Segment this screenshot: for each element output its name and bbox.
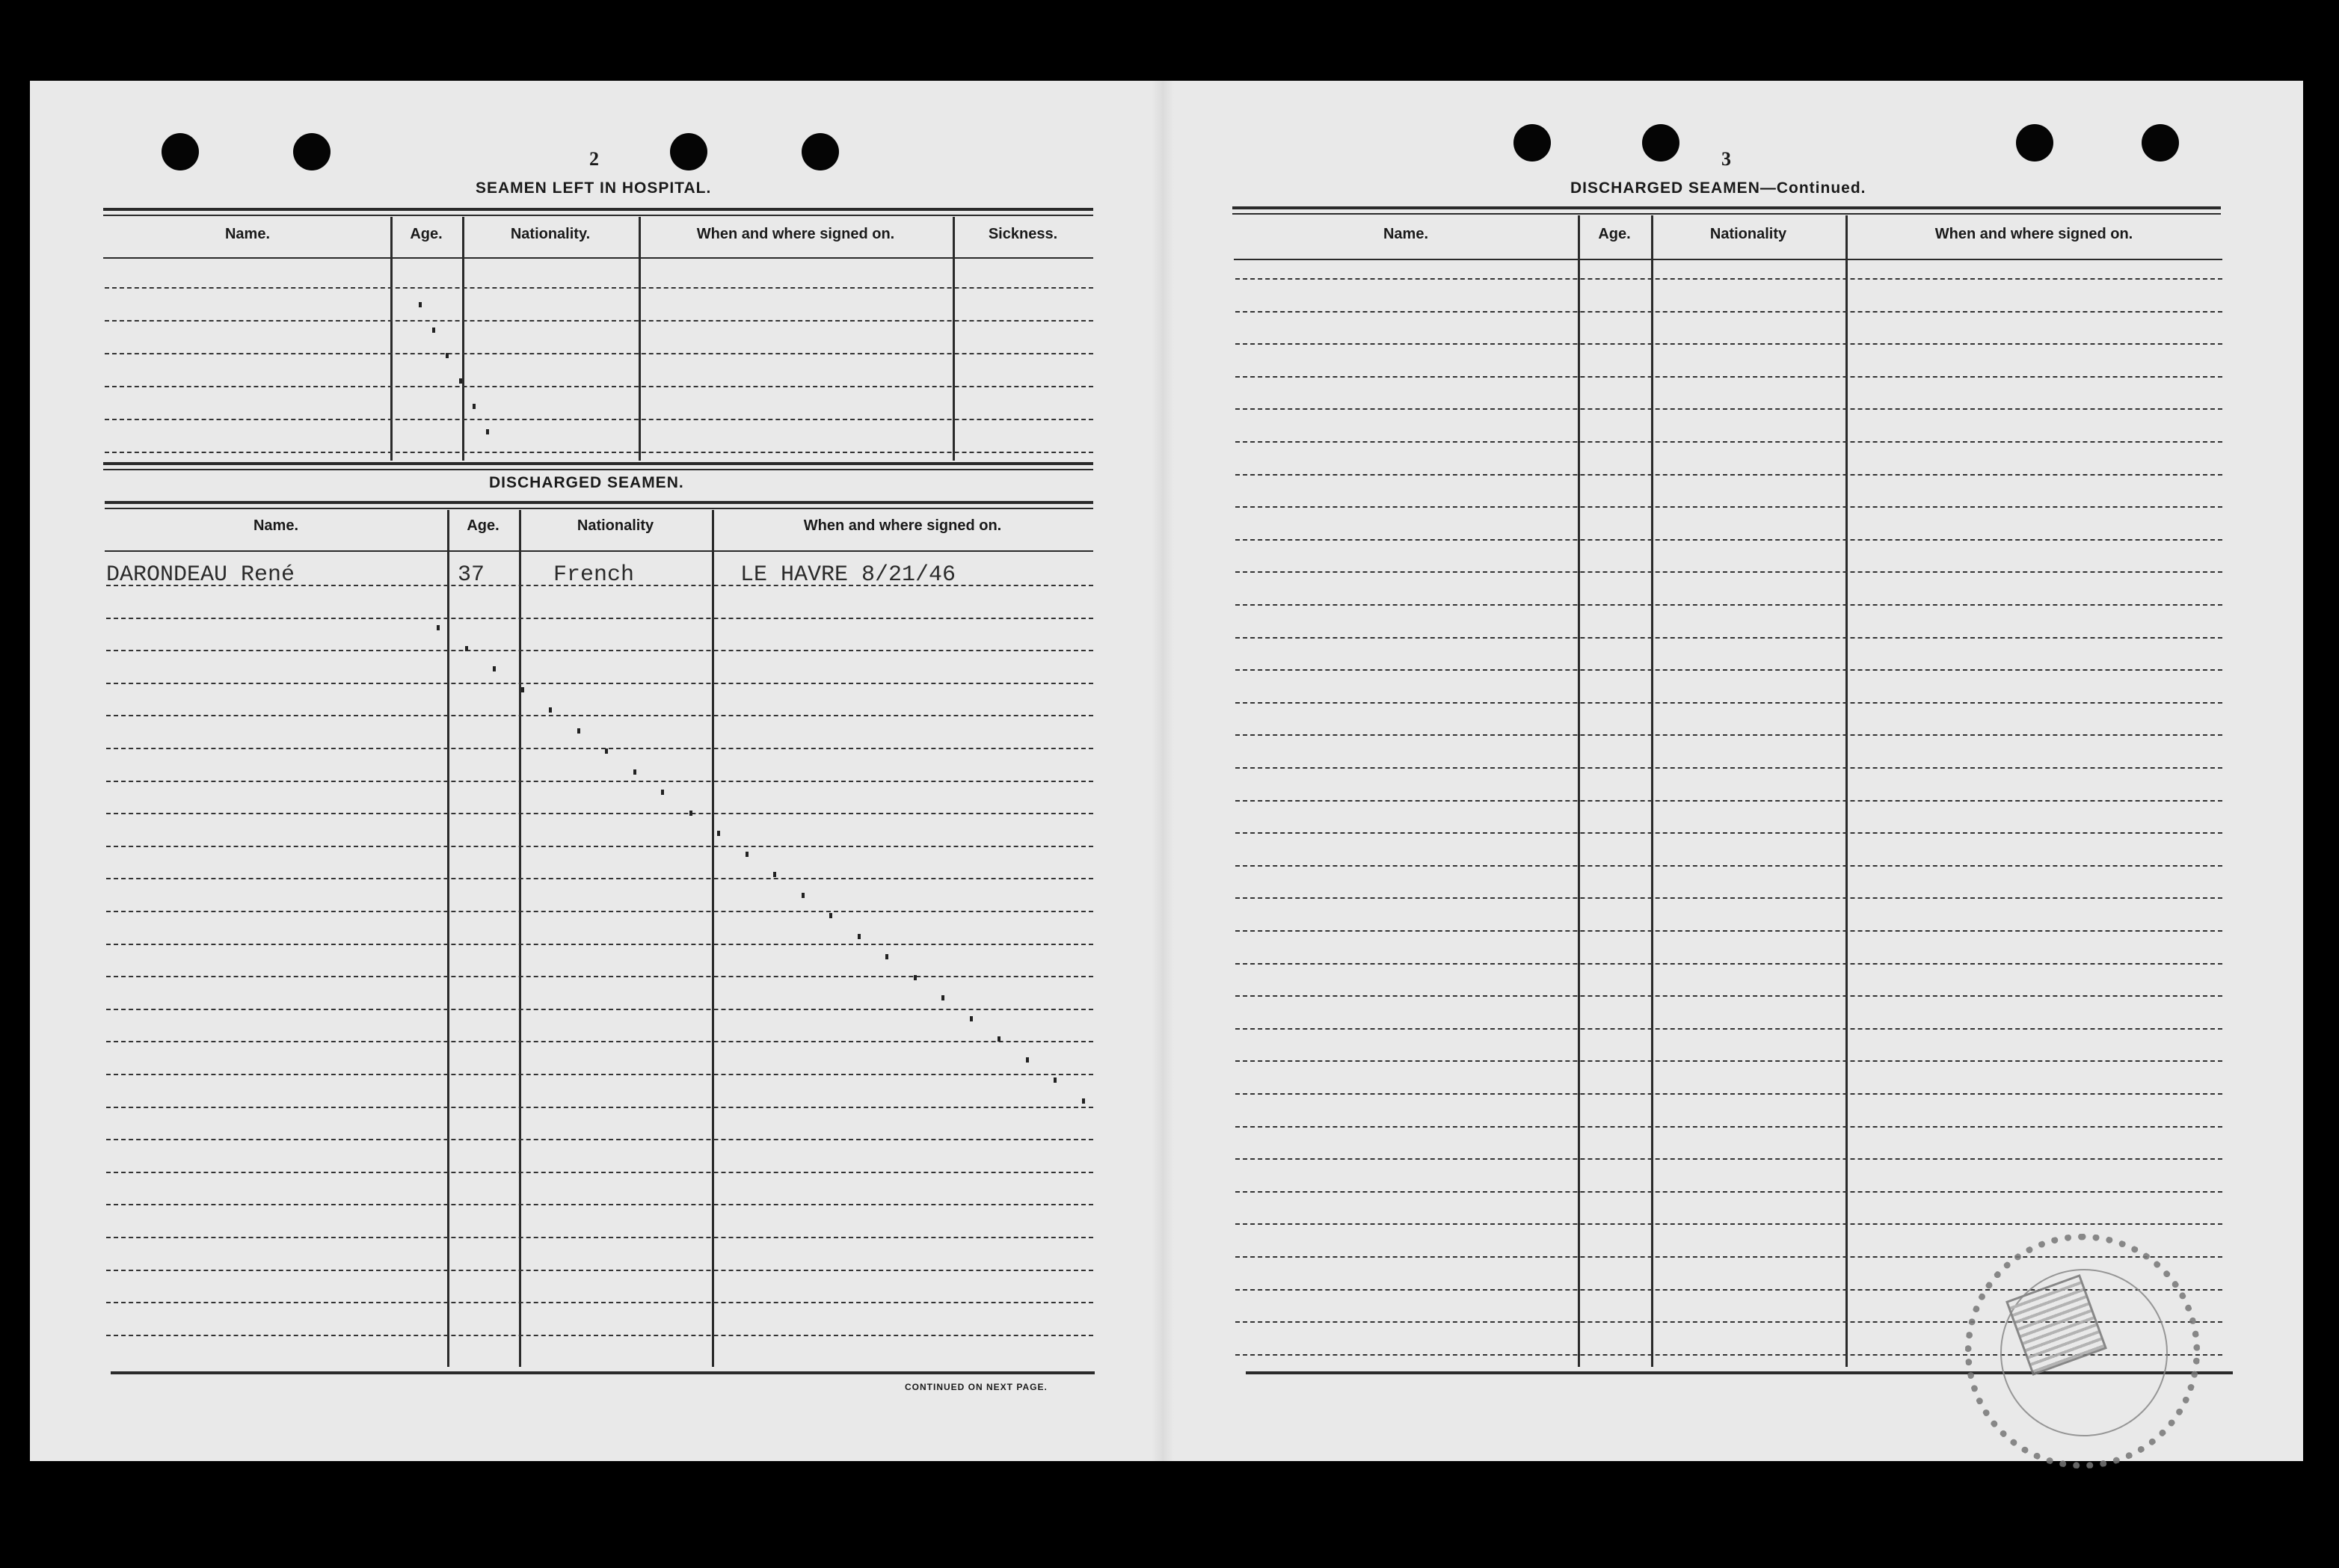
row-line [106, 1237, 1093, 1238]
tick-mark [773, 872, 776, 877]
tick-mark [446, 353, 449, 358]
punch-hole [1513, 124, 1551, 162]
row-line [106, 715, 1093, 716]
right-vline [1578, 215, 1580, 1367]
row-line [106, 911, 1093, 912]
page-number-left: 2 [589, 148, 599, 170]
row-line [1235, 376, 2222, 378]
hospital-vline [462, 217, 464, 461]
right-vline [1651, 215, 1653, 1367]
hospital-row-line [105, 419, 1093, 420]
row-line [106, 650, 1093, 651]
discharged-vline [447, 510, 449, 1367]
tick-mark [432, 328, 435, 333]
row-line [1235, 441, 2222, 443]
row-line [1235, 1060, 2222, 1062]
row-line [106, 1172, 1093, 1173]
row-line [1235, 278, 2222, 280]
row-line [1235, 571, 2222, 573]
punch-hole [162, 133, 199, 170]
tick-mark [486, 429, 489, 434]
row-line [106, 1009, 1093, 1010]
right-col-nationality: Nationality [1709, 226, 1787, 242]
hospital-top-rule-thin [103, 215, 1093, 216]
tick-mark [689, 811, 692, 816]
row-line [106, 1074, 1093, 1075]
row-line [1235, 1158, 2222, 1160]
hospital-col-nationality: Nationality. [510, 226, 591, 242]
tick-mark [473, 404, 476, 409]
punch-hole [802, 133, 839, 170]
tick-mark [858, 934, 861, 939]
hospital-header-rule [103, 257, 1093, 259]
row-line [1235, 995, 2222, 997]
tick-mark [661, 790, 664, 795]
row-line [106, 781, 1093, 782]
discharged-bottom-rule [111, 1371, 1095, 1374]
row-line [106, 585, 1093, 586]
row-line [1235, 1223, 2222, 1225]
row-line [1235, 311, 2222, 313]
discharged-section-title: DISCHARGED SEAMEN. [489, 474, 684, 491]
punch-hole [1642, 124, 1679, 162]
row-line [1235, 930, 2222, 932]
hospital-row-line [105, 353, 1093, 354]
tick-mark [717, 831, 720, 836]
row-line [1235, 408, 2222, 410]
ink-stamp [1965, 1234, 2200, 1469]
hospital-vline [953, 217, 955, 461]
discharged-top-rule-thin [105, 508, 1093, 509]
entry-age: 37 [458, 562, 485, 588]
row-line [1235, 1093, 2222, 1095]
tick-mark [419, 302, 422, 307]
entry-nationality: French [553, 562, 635, 588]
right-col-signed-on: When and where signed on. [1934, 226, 2133, 242]
tick-mark [605, 748, 608, 754]
right-col-age: Age. [1598, 226, 1631, 242]
right-top-rule-thin [1232, 213, 2221, 215]
tick-mark [577, 728, 580, 734]
row-line [106, 683, 1093, 684]
hospital-row-line [105, 452, 1093, 453]
row-line [1235, 474, 2222, 476]
row-line [1235, 734, 2222, 736]
hospital-vline [639, 217, 641, 461]
tick-mark [829, 913, 832, 918]
hospital-row-line [105, 386, 1093, 387]
tick-mark [746, 852, 749, 857]
row-line [106, 846, 1093, 847]
hospital-row-line [105, 320, 1093, 322]
row-line [1235, 506, 2222, 508]
right-section-title: DISCHARGED SEAMEN—Continued. [1570, 179, 1866, 197]
tick-mark [941, 995, 944, 1000]
tick-mark [970, 1016, 973, 1021]
right-vline [1845, 215, 1848, 1367]
tick-mark [802, 893, 805, 898]
hospital-vline [390, 217, 393, 461]
discharged-col-age: Age. [467, 517, 500, 534]
tick-mark [1026, 1057, 1029, 1063]
continued-footer: CONTINUED ON NEXT PAGE. [905, 1382, 1048, 1392]
tick-mark [998, 1036, 1001, 1042]
discharged-vline [712, 510, 714, 1367]
hospital-top-rule [103, 208, 1093, 211]
row-line [106, 813, 1093, 814]
tick-mark [633, 769, 636, 775]
row-line [106, 1041, 1093, 1042]
hospital-col-signed-on: When and where signed on. [696, 226, 895, 242]
discharged-col-name: Name. [253, 517, 299, 534]
page-number-right: 3 [1721, 148, 1731, 170]
discharged-col-nationality: Nationality [577, 517, 654, 534]
row-line [1235, 767, 2222, 769]
tick-mark [549, 707, 552, 713]
row-line [1235, 604, 2222, 606]
row-line [1235, 865, 2222, 867]
right-col-name: Name. [1383, 226, 1429, 242]
row-line [106, 1302, 1093, 1303]
hospital-row-line [105, 287, 1093, 289]
tick-mark [465, 646, 468, 651]
hospital-bottom-rule-thin [103, 469, 1093, 470]
row-line [1235, 832, 2222, 834]
punch-hole [670, 133, 707, 170]
tick-mark [459, 378, 462, 384]
entry-name: DARONDEAU René [106, 562, 295, 588]
right-header-rule [1234, 259, 2222, 260]
row-line [1235, 1028, 2222, 1030]
row-line [106, 1335, 1093, 1336]
row-line [1235, 669, 2222, 671]
row-line [106, 1139, 1093, 1140]
tick-mark [493, 666, 496, 671]
page-fold [1152, 81, 1174, 1461]
row-line [106, 748, 1093, 749]
discharged-col-signed-on: When and where signed on. [803, 517, 1002, 534]
row-line [106, 944, 1093, 945]
hospital-col-name: Name. [224, 226, 271, 242]
tick-mark [437, 625, 440, 630]
hospital-bottom-rule [103, 462, 1093, 465]
punch-hole [2016, 124, 2053, 162]
row-line [106, 1204, 1093, 1205]
discharged-header-rule [105, 550, 1093, 552]
tick-mark [914, 975, 917, 980]
row-line [1235, 702, 2222, 704]
row-line [106, 976, 1093, 977]
discharged-vline [519, 510, 521, 1367]
row-line [1235, 637, 2222, 639]
hospital-col-age: Age. [410, 226, 443, 242]
row-line [1235, 897, 2222, 899]
row-line [106, 618, 1093, 619]
punch-hole [2142, 124, 2179, 162]
right-top-rule [1232, 206, 2221, 209]
tick-mark [1082, 1098, 1085, 1104]
discharged-top-rule [105, 501, 1093, 504]
row-line [1235, 1126, 2222, 1128]
hospital-section-title: SEAMEN LEFT IN HOSPITAL. [476, 179, 712, 197]
row-line [106, 878, 1093, 879]
punch-hole [293, 133, 331, 170]
row-line [1235, 539, 2222, 541]
hospital-col-sickness: Sickness. [988, 226, 1058, 242]
tick-mark [1054, 1077, 1057, 1083]
row-line [1235, 343, 2222, 345]
tick-mark [521, 687, 524, 692]
row-line [1235, 800, 2222, 802]
row-line [106, 1107, 1093, 1108]
tick-mark [885, 954, 888, 959]
row-line [1235, 963, 2222, 965]
row-line [106, 1270, 1093, 1271]
entry-signed-on: LE HAVRE 8/21/46 [740, 562, 956, 588]
row-line [1235, 1191, 2222, 1193]
